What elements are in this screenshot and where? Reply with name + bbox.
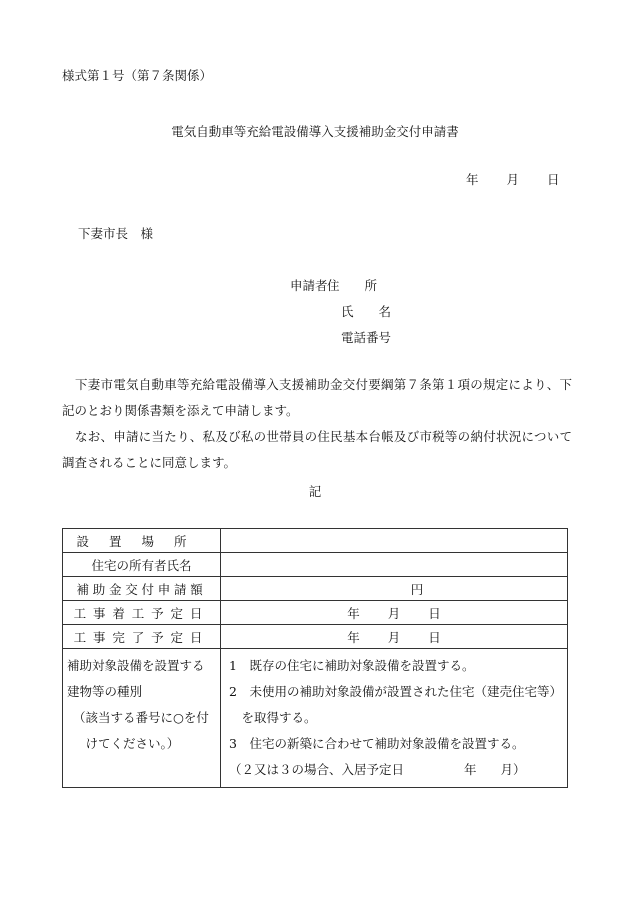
applicant-phone-label: 電話番号: [341, 330, 392, 345]
move-in-prefix: （２又は３の場合、入居予定日: [229, 762, 405, 777]
label-text: 設置場所: [76, 533, 207, 549]
label-text: 補助金交付申請額: [76, 581, 207, 597]
row-value-amount[interactable]: [221, 577, 568, 601]
date-month: 月: [506, 172, 520, 187]
row-label-building-type: [63, 649, 221, 788]
label-text: 工事着工予定日: [73, 605, 210, 621]
table-row: [63, 625, 568, 649]
row-label-amount: [63, 577, 221, 601]
body-paragraph-2: なお、申請に当たり、私及び私の世帯員の住民基本台帳及び市税等の納付状況について調査されることに同意します。: [62, 429, 572, 470]
start-month: 月: [387, 605, 401, 621]
applicant-name-label: 氏 名: [341, 304, 392, 319]
table-row: [63, 529, 568, 553]
label-text: 工事完了予定日: [73, 629, 210, 645]
form-number: 様式第１号（第７条関係）: [62, 68, 213, 83]
row-value-owner[interactable]: [221, 553, 568, 577]
building-option-2-cont: を取得する。: [229, 710, 317, 725]
detail-table: [62, 528, 568, 788]
start-day: 日: [428, 605, 441, 621]
addressee: 下妻市長 様: [78, 226, 154, 241]
date-year: 年: [466, 172, 479, 187]
row-value-building-type: [221, 649, 568, 788]
table-row: [63, 601, 568, 625]
move-in-note: [229, 757, 567, 783]
move-in-year: 年: [464, 762, 477, 777]
row-value-location[interactable]: [221, 529, 568, 553]
building-label-line: 建物等の種別: [67, 684, 143, 699]
body-paragraph-1: 下妻市電気自動車等充給電設備導入支援補助金交付要綱第７条第１項の規定により、下記のとおり関係書類を添えて申請します。: [62, 377, 572, 418]
row-value-start-date[interactable]: [221, 601, 568, 625]
building-option-1[interactable]: 1 既存の住宅に補助対象設備を設置する。: [229, 658, 475, 673]
row-label-start-date: [63, 601, 221, 625]
end-day: 日: [428, 629, 441, 645]
end-year: 年: [347, 629, 360, 645]
applicant-prefix: 申請者: [290, 278, 328, 293]
building-label-line: （該当する番号に○を付: [73, 710, 209, 725]
row-label-end-date: [63, 625, 221, 649]
table-row: [63, 577, 568, 601]
building-option-2[interactable]: 2 未使用の補助対象設備が設置された住宅（建売住宅等）: [229, 684, 562, 699]
table-row: [63, 553, 568, 577]
row-label-owner: [63, 553, 221, 577]
document-title: 電気自動車等充給電設備導入支援補助金交付申請書: [171, 124, 459, 139]
date-day: 日: [547, 172, 560, 187]
move-in-month: 月）: [500, 762, 526, 777]
building-label-line: 補助対象設備を設置する: [67, 658, 205, 673]
applicant-address-label: 住 所: [327, 278, 378, 293]
start-year: 年: [347, 605, 360, 621]
label-text: 住宅の所有者氏名: [91, 557, 192, 573]
building-label-line: けてください。）: [73, 736, 180, 751]
ki-heading: 記: [308, 484, 322, 499]
yen-unit: 円: [410, 581, 424, 597]
end-month: 月: [387, 629, 401, 645]
row-value-end-date[interactable]: [221, 625, 568, 649]
date-line: [466, 170, 560, 188]
table-row: [63, 649, 568, 788]
row-label-location: [63, 529, 221, 553]
building-option-3[interactable]: 3 住宅の新築に合わせて補助対象設備を設置する。: [229, 736, 525, 751]
